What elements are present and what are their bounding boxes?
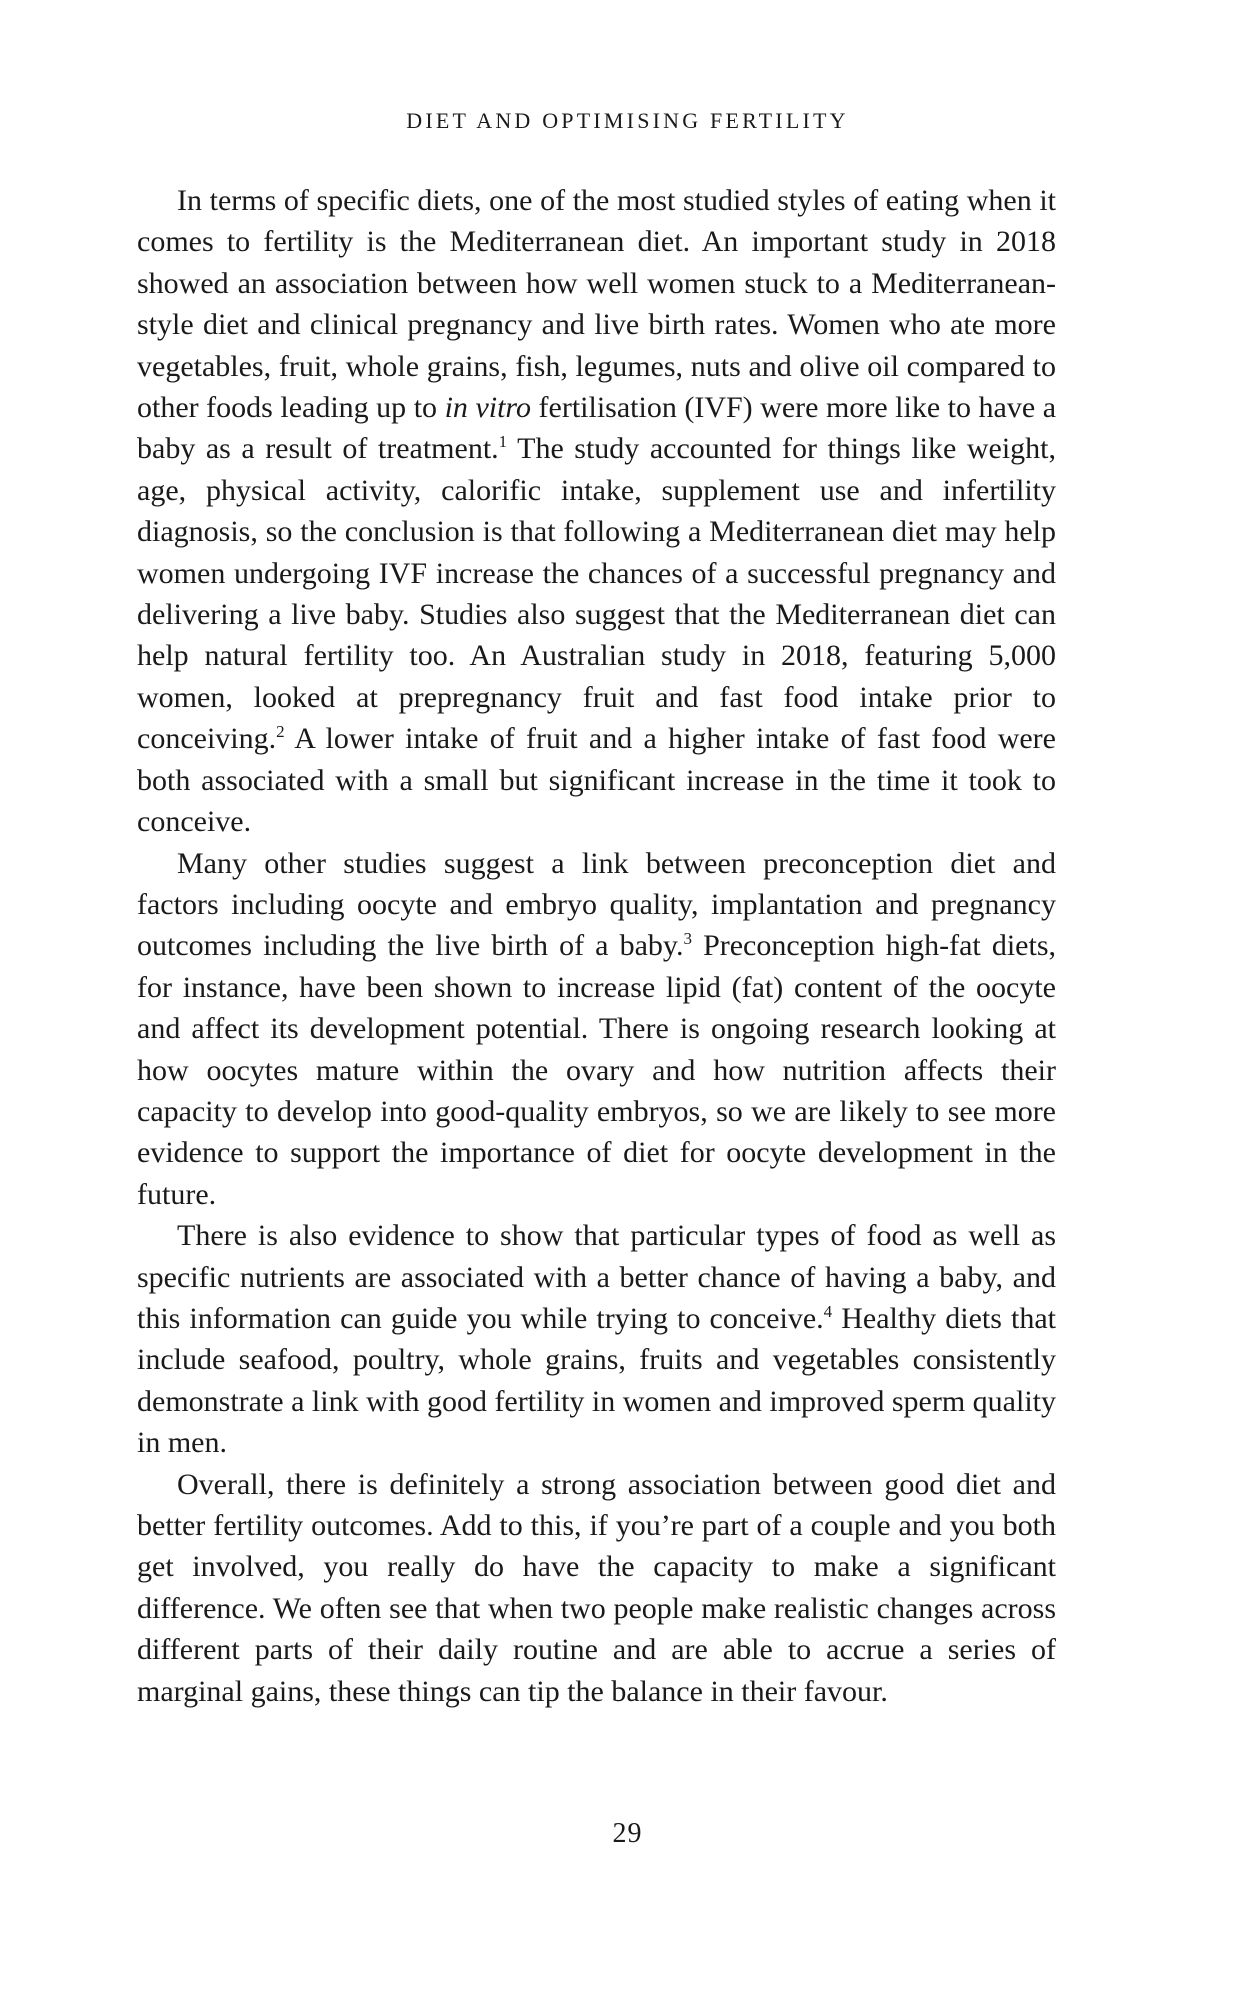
paragraph-text: In terms of specific diets, one of the most studied styles of eating when it comes to fertility is the Mediterranean diet. An important study in 2018 showed an association between how well women stuck to a Mediterranean-style diet and clinical pregnancy and live birth rates. Women who ate more vegetables, fruit, whole grains, fish, legumes, nuts and olive oil compared to other foods leading up to — [137, 184, 1056, 425]
footnote-ref-1: 1 — [498, 432, 508, 452]
paragraph-text: Overall, there is definitely a strong association between good diet and better fertility outcomes. Add to this, if you’re part of a couple and you both get involved, you really do have the capacity to make a significant difference. We often see that when two people make realistic changes across different parts of their daily routine and are able to accrue a series of marginal gains, these things can tip the balance in their favour. — [137, 1467, 1056, 1708]
paragraph-text: fertilisation (IVF) were more like to have a baby as a result of treatment. — [137, 391, 1057, 466]
paragraph-preconception-diet — [137, 843, 1056, 1216]
running-head: DIET AND OPTIMISING FERTILITY — [406, 108, 849, 133]
body-text — [137, 180, 1056, 1712]
paragraph-text: Preconception high-fat diets, for instance, have been shown to increase lipid (fat) content of the oocyte and affect its development potential. There is ongoing research looking at how oocytes mature within the ovary and how nutrition affects their capacity to develop into good-quality embryos, so we are likely to see more evidence to support the importance of diet for oocyte development in the future. — [137, 929, 1057, 1211]
footnote-ref-4: 4 — [823, 1301, 833, 1321]
footnote-ref-3: 3 — [683, 929, 692, 949]
paragraph-food-types — [137, 1215, 1056, 1463]
italic-term: in vitro — [444, 391, 531, 425]
footnote-ref-2: 2 — [276, 722, 285, 742]
paragraph-text: There is also evidence to show that particular types of food as well as specific nutrients are associated with a better chance of having a baby, and this information can guide you while trying to conceive. — [137, 1219, 1056, 1335]
paragraph-text: The study accounted for things like weight, age, physical activity, calorific intake, supplement use and infertility diagnosis, so the conclusion is that following a Mediterranean diet may help women undergoing IVF increase the chances of a successful pregnancy and delivering a live baby. Studies also suggest that the Mediterranean diet can help natural fertility too. An Australian study in 2018, featuring 5,000 women, looked at prepregnancy fruit and fast food intake prior to conceiving. — [137, 432, 1056, 756]
paragraph-text: A lower intake of fruit and a higher intake of fast food were both associated with a small but significant increase in the time it took to conceive. — [137, 722, 1056, 839]
page-number: 29 — [612, 1818, 643, 1849]
paragraph-overall — [137, 1464, 1056, 1712]
paragraph-mediterranean-diet — [137, 180, 1056, 843]
paragraph-text: Healthy diets that include seafood, poultry, whole grains, fruits and vegetables consistently demonstrate a link with good fertility in women and improved sperm quality in men. — [137, 1301, 1056, 1460]
paragraph-text: Many other studies suggest a link between preconception diet and factors including oocyte and embryo quality, implantation and pregnancy outcomes including the live birth of a baby. — [137, 846, 1056, 963]
